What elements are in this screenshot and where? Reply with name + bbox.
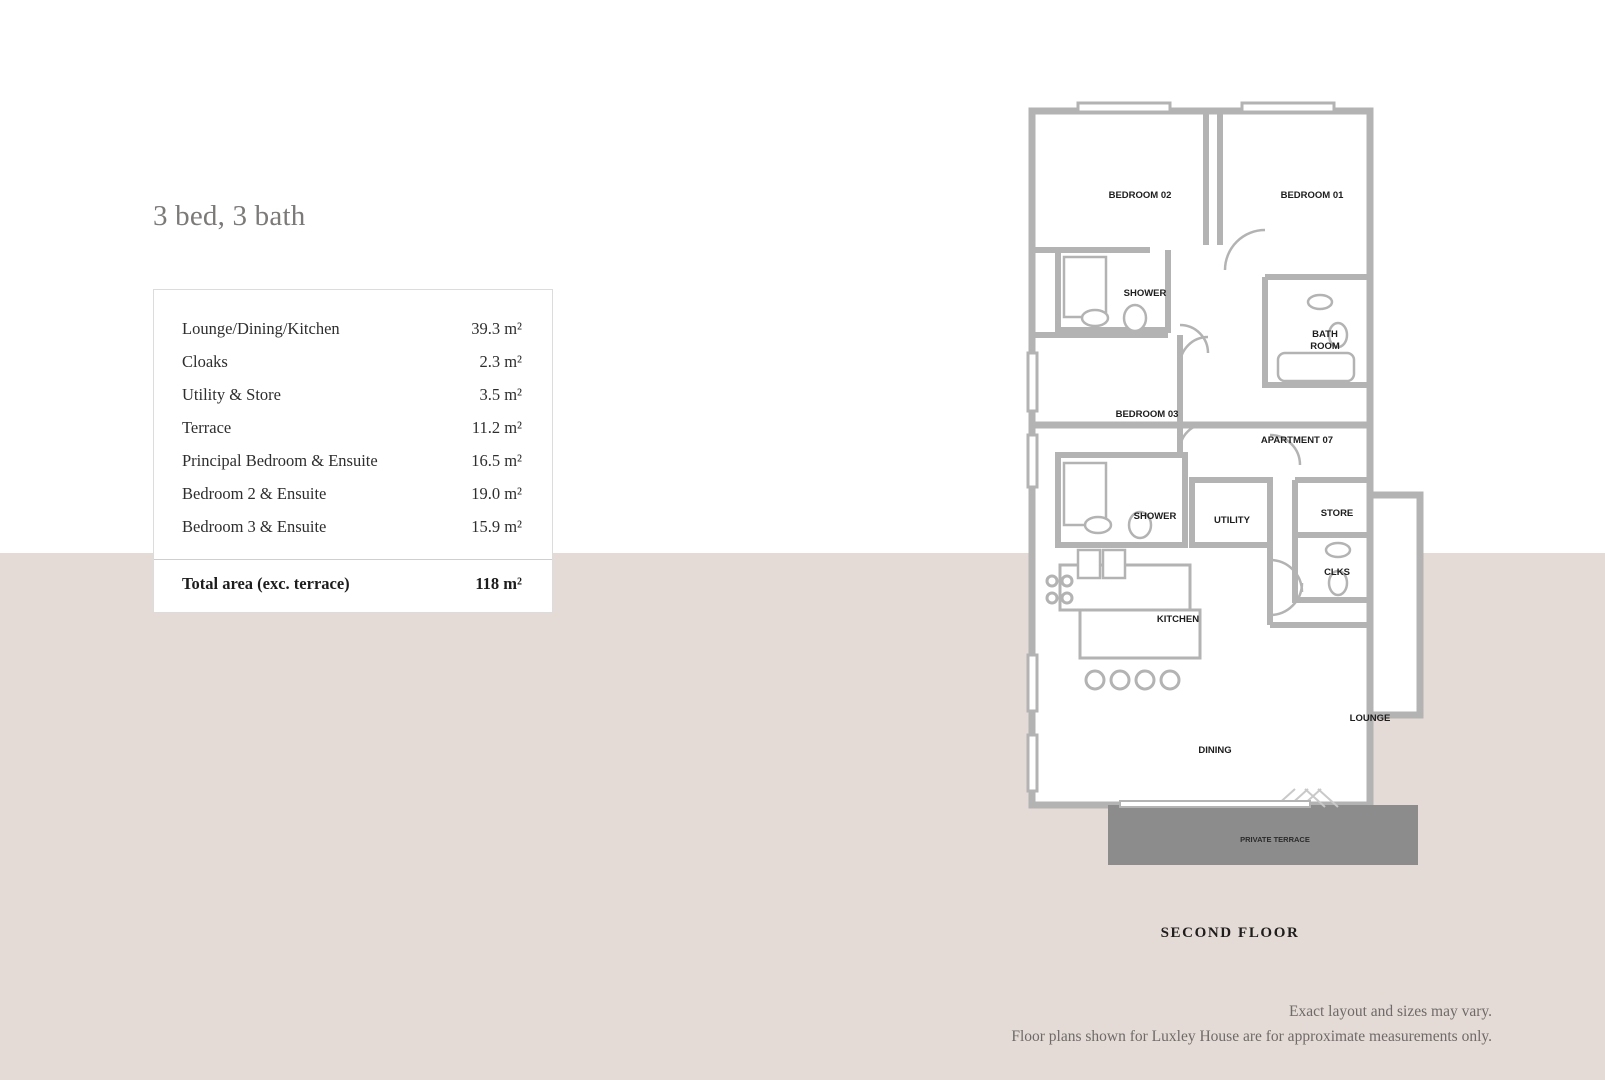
room-label: DINING bbox=[1198, 745, 1232, 756]
table-row bbox=[154, 444, 552, 477]
total-area-row bbox=[154, 560, 552, 594]
area-label: Bedroom 2 & Ensuite bbox=[182, 484, 327, 503]
area-value: 2.3 m² bbox=[479, 352, 522, 371]
table-row bbox=[154, 312, 552, 345]
area-value: 15.9 m² bbox=[471, 517, 522, 536]
room-label: BATH bbox=[1312, 329, 1338, 340]
area-label: Utility & Store bbox=[182, 385, 281, 404]
area-label: Cloaks bbox=[182, 352, 228, 371]
room-label: BEDROOM 01 bbox=[1280, 190, 1344, 201]
disclaimer-line-1: Exact layout and sizes may vary. bbox=[1288, 1003, 1492, 1020]
table-row bbox=[154, 477, 552, 510]
room-label: SHOWER bbox=[1123, 288, 1167, 299]
area-value: 11.2 m² bbox=[471, 418, 522, 437]
apartment-label: APARTMENT 07 bbox=[1260, 435, 1334, 446]
table-row bbox=[154, 510, 552, 543]
disclaimer-line-2: Floor plans shown for Luxley House are for approximate measurements only. bbox=[1011, 1027, 1492, 1045]
room-label: ROOM bbox=[1310, 341, 1340, 352]
room-label: KITCHEN bbox=[1156, 614, 1200, 625]
room-label: BEDROOM 03 bbox=[1115, 409, 1179, 420]
floor-plan-drawing bbox=[1020, 95, 1440, 885]
logo-placeholder bbox=[120, 120, 492, 190]
area-value: 39.3 m² bbox=[471, 319, 522, 338]
room-label: CLKS bbox=[1324, 567, 1350, 578]
area-value: 19.0 m² bbox=[471, 484, 522, 503]
table-row bbox=[154, 411, 552, 444]
page-title: 3 bed, 3 bath bbox=[153, 200, 306, 232]
room-label: SHOWER bbox=[1133, 511, 1177, 522]
area-value: 16.5 m² bbox=[471, 451, 522, 470]
area-label: Principal Bedroom & Ensuite bbox=[182, 451, 378, 470]
area-schedule-card bbox=[153, 289, 553, 613]
room-label: LOUNGE bbox=[1349, 713, 1391, 724]
total-area-value: 118 m² bbox=[475, 574, 522, 593]
room-label: BEDROOM 02 bbox=[1108, 190, 1172, 201]
area-label: Lounge/Dining/Kitchen bbox=[182, 319, 340, 338]
room-label: PRIVATE TERRACE bbox=[1240, 835, 1310, 844]
total-area-label: Total area (exc. terrace) bbox=[182, 574, 350, 593]
area-value: 3.5 m² bbox=[479, 385, 522, 404]
disclaimer bbox=[1011, 1000, 1492, 1050]
area-label: Bedroom 3 & Ensuite bbox=[182, 517, 327, 536]
floor-caption: SECOND FLOOR bbox=[1160, 925, 1300, 941]
table-row bbox=[154, 345, 552, 378]
table-row bbox=[154, 378, 552, 411]
room-label: STORE bbox=[1320, 508, 1354, 519]
room-label: UTILITY bbox=[1214, 515, 1250, 526]
area-label: Terrace bbox=[182, 418, 232, 437]
